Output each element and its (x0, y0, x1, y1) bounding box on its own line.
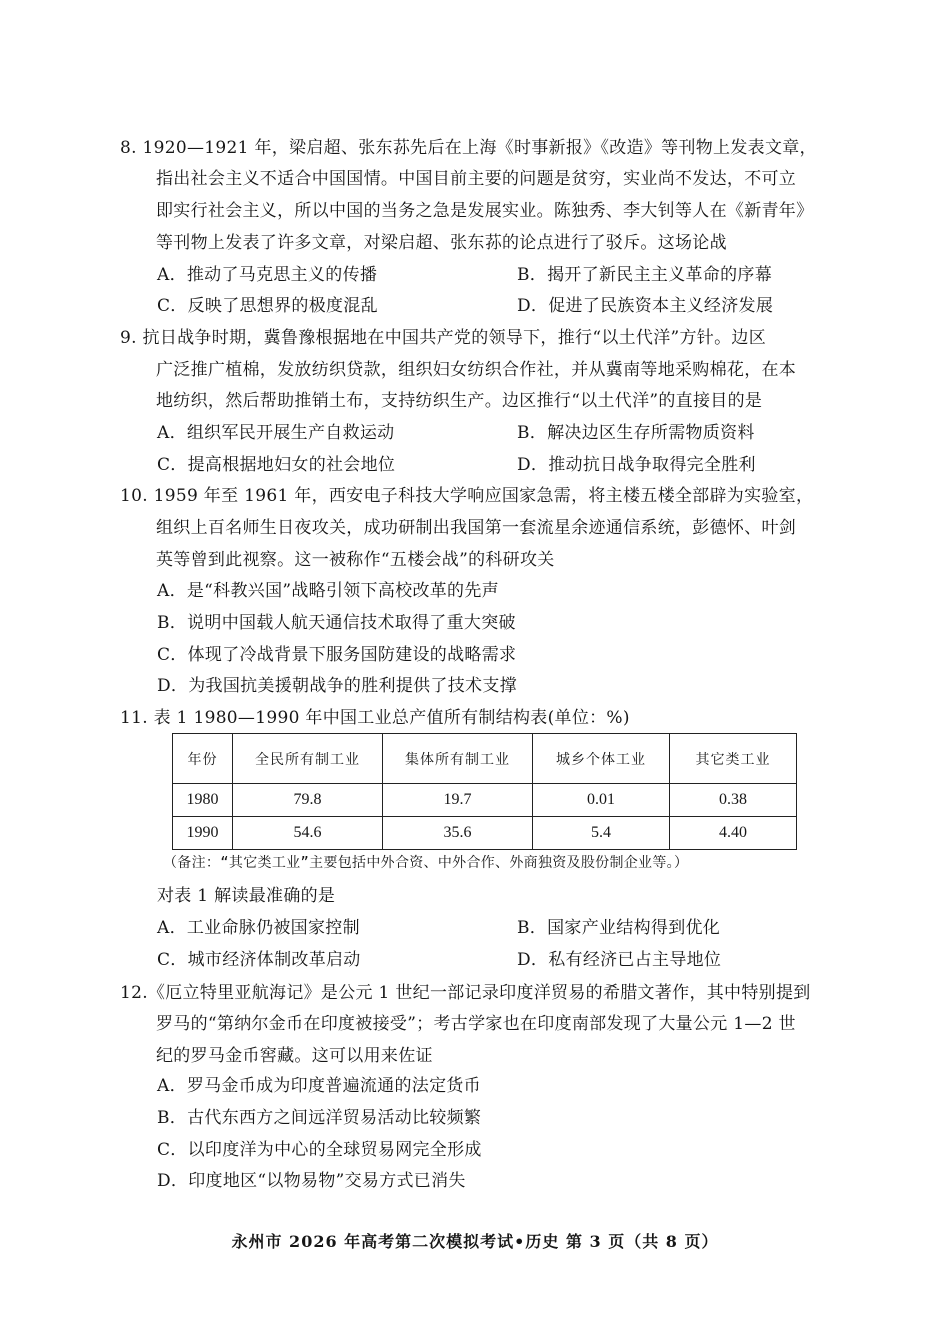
q8-option-c[interactable]: C．反映了思想界的极度混乱 (157, 296, 378, 316)
q8-option-d[interactable]: D．促进了民族资本主义经济发展 (517, 296, 774, 316)
q12-option-a[interactable]: A．罗马金币成为印度普遍流通的法定货币 (157, 1076, 481, 1096)
q9-option-b[interactable]: B．解决边区生存所需物质资料 (517, 423, 755, 443)
table-cell: 35.6 (383, 817, 533, 850)
q8-line-4: 等刊物上发表了许多文章，对梁启超、张东荪的论点进行了驳斥。这场论战 (156, 233, 727, 253)
q9-line-3: 地纺织，然后帮助推销土布，支持纺织生产。边区推行“以土代洋”的直接目的是 (156, 391, 763, 411)
table-cell: 0.38 (670, 784, 797, 817)
q11-option-c[interactable]: C．城市经济体制改革启动 (157, 950, 361, 970)
table-header-cell: 城乡个体工业 (533, 734, 670, 784)
q10-line-2: 组织上百名师生日夜攻关，成功研制出我国第一套流星余迹通信系统，彭德怀、叶剑 (156, 518, 797, 538)
q9-option-a[interactable]: A．组织军民开展生产自救运动 (157, 423, 395, 443)
q8-option-a[interactable]: A．推动了马克思主义的传播 (157, 265, 378, 285)
q11-option-a[interactable]: A．工业命脉仍被国家控制 (157, 918, 360, 938)
q11-option-b[interactable]: B．国家产业结构得到优化 (517, 918, 721, 938)
table-cell: 1990 (173, 817, 233, 850)
table-header-row (173, 734, 797, 784)
table-row (173, 784, 797, 817)
q12-option-c[interactable]: C．以印度洋为中心的全球贸易网完全形成 (157, 1140, 482, 1160)
q12-option-d[interactable]: D．印度地区“以物易物”交易方式已消失 (157, 1171, 466, 1191)
q11-table-note: （备注：“其它类工业”主要包括中外合资、中外合作、外商独资及股份制企业等。） (163, 855, 689, 871)
table-cell: 1980 (173, 784, 233, 817)
q10-line-3: 英等曾到此视察。这一被称作“五楼会战”的科研攻关 (156, 550, 555, 570)
q8-option-b[interactable]: B．揭开了新民主主义革命的序幕 (517, 265, 772, 285)
q8-line-1: 8. 1920—1921 年，梁启超、张东荪先后在上海《时事新报》《改造》等刊物上发表文章， (120, 138, 817, 158)
q9-line-1: 9. 抗日战争时期，冀鲁豫根据地在中国共产党的领导下，推行“以土代洋”方针。边区 (120, 328, 767, 348)
q12-line-2: 罗马的“第纳尔金币在印度被接受”；考古学家也在印度南部发现了大量公元 1—2 世 (156, 1014, 796, 1034)
industry-ownership-table (172, 733, 797, 850)
q10-option-b[interactable]: B．说明中国载人航天通信技术取得了重大突破 (157, 613, 516, 633)
q9-option-d[interactable]: D．推动抗日战争取得完全胜利 (517, 455, 756, 475)
table-cell: 54.6 (233, 817, 383, 850)
table-cell: 0.01 (533, 784, 670, 817)
table-header-cell: 年份 (173, 734, 233, 784)
q10-option-a[interactable]: A．是“科教兴国”战略引领下高校改革的先声 (157, 581, 499, 601)
q8-line-2: 指出社会主义不适合中国国情。中国目前主要的问题是贫穷，实业尚不发达，不可立 (156, 169, 797, 189)
q9-option-c[interactable]: C．提高根据地妇女的社会地位 (157, 455, 396, 475)
page-footer: 永州市 2026 年高考第二次模拟考试•历史 第 3 页（共 8 页） (231, 1232, 719, 1251)
table-cell: 4.40 (670, 817, 797, 850)
table-cell: 19.7 (383, 784, 533, 817)
q9-line-2: 广泛推广植棉，发放纺织贷款，组织妇女纺织合作社，并从冀南等地采购棉花，在本 (156, 360, 797, 380)
table-header-cell: 集体所有制工业 (383, 734, 533, 784)
q12-option-b[interactable]: B．古代东西方之间远洋贸易活动比较频繁 (157, 1108, 482, 1128)
q10-line-1: 10. 1959 年至 1961 年，西安电子科技大学响应国家急需，将主楼五楼全部辟为实验室， (120, 486, 814, 506)
table-cell: 79.8 (233, 784, 383, 817)
q12-line-3: 纪的罗马金币窖藏。这可以用来佐证 (156, 1046, 433, 1066)
q11-table-caption: 11. 表 1 1980—1990 年中国工业总产值所有制结构表(单位：%) (120, 708, 630, 728)
q10-option-c[interactable]: C．体现了冷战背景下服务国防建设的战略需求 (157, 645, 517, 665)
q10-option-d[interactable]: D．为我国抗美援朝战争的胜利提供了技术支撑 (157, 676, 517, 696)
table-header-cell: 全民所有制工业 (233, 734, 383, 784)
q11-stem: 对表 1 解读最准确的是 (157, 886, 336, 906)
q8-line-3: 即实行社会主义，所以中国的当务之急是发展实业。陈独秀、李大钊等人在《新青年》 (156, 201, 814, 221)
table-cell: 5.4 (533, 817, 670, 850)
table-row (173, 817, 797, 850)
q11-option-d[interactable]: D．私有经济已占主导地位 (517, 950, 722, 970)
table-header-cell: 其它类工业 (670, 734, 797, 784)
q12-line-1: 12.《厄立特里亚航海记》是公元 1 世纪一部记录印度洋贸易的希腊文著作，其中特别提到 (120, 983, 811, 1003)
